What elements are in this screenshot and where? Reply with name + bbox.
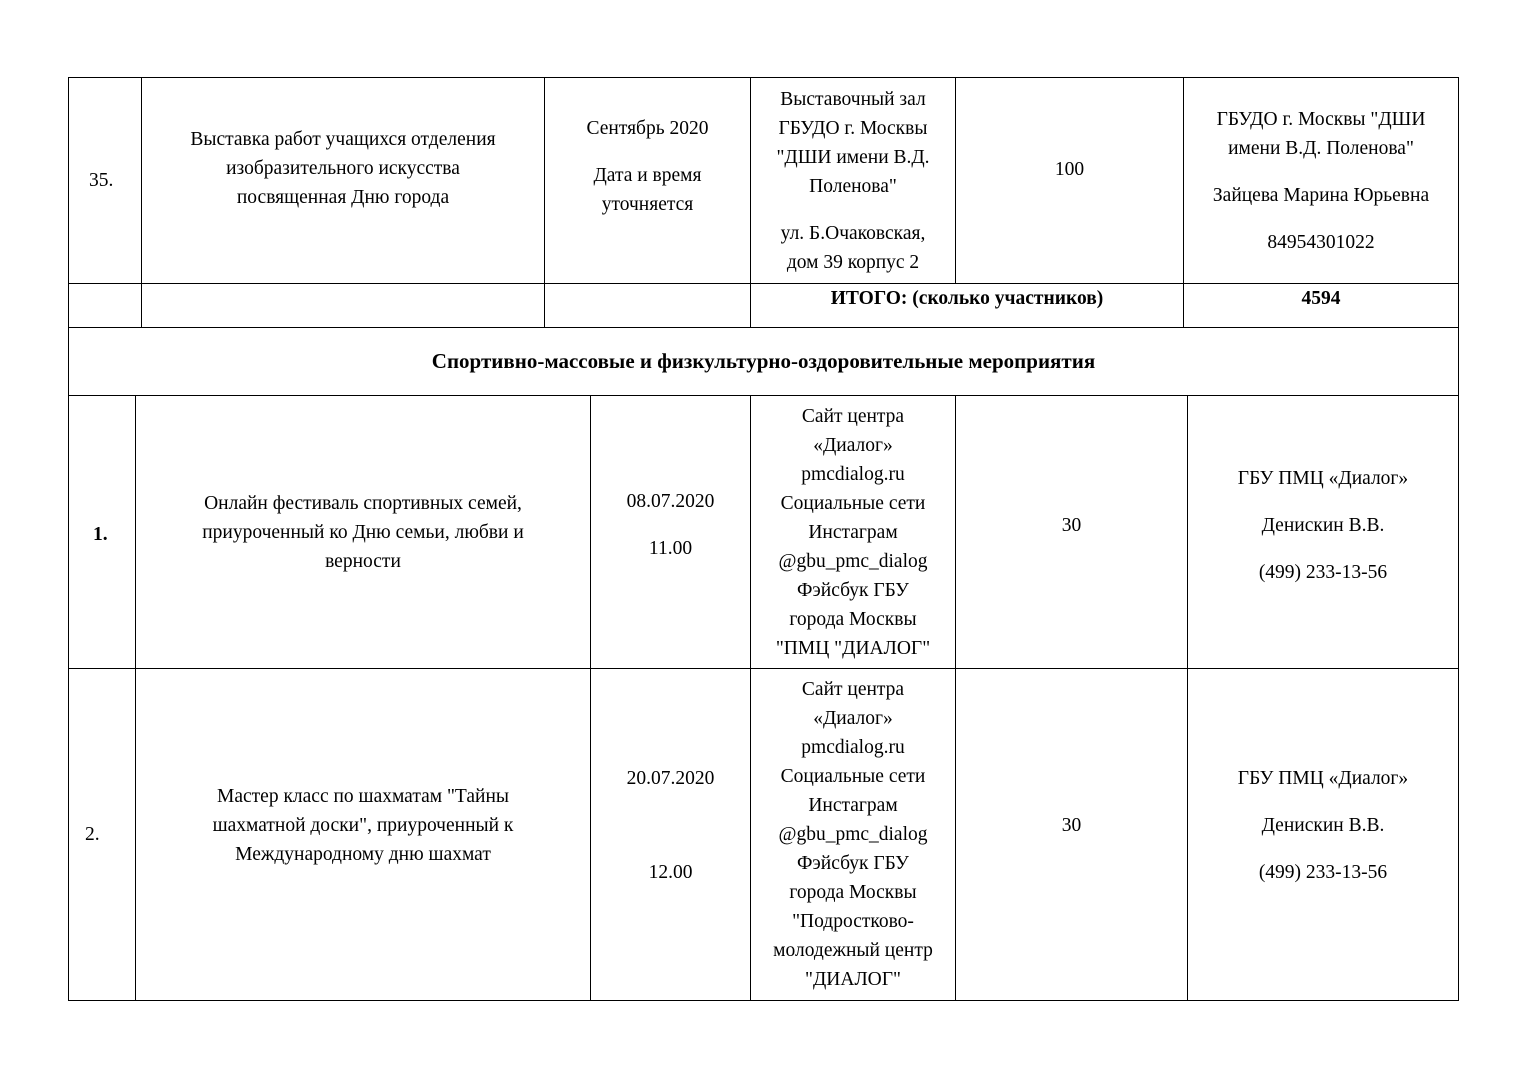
place-line: Выставочный зал xyxy=(780,88,926,110)
event-name-cell xyxy=(136,396,590,668)
total-label: ИТОГО: (сколько участников) xyxy=(830,287,1104,309)
place-line: ГБУДО г. Москвы xyxy=(778,117,928,139)
place-line: Фэйсбук ГБУ xyxy=(797,579,909,601)
event-date: 20.07.2020 xyxy=(626,768,715,789)
event-line: шахматной доски", приуроченный к xyxy=(212,815,514,836)
date-cell xyxy=(591,396,750,668)
place-line: «Диалог» xyxy=(813,708,893,729)
participants-cell xyxy=(956,396,1187,668)
organizer-cell xyxy=(1184,78,1458,283)
contact-phone: (499) 233-13-56 xyxy=(1258,561,1388,583)
event-line: верности xyxy=(325,550,401,572)
event-time: 11.00 xyxy=(648,538,693,559)
place-cell xyxy=(751,396,955,668)
event-line: приуроченный ко Дню семьи, любви и xyxy=(202,521,524,543)
place-line: "ДШИ имени В.Д. xyxy=(776,146,930,168)
date-cell xyxy=(545,78,750,283)
place-line: @gbu_pmc_dialog xyxy=(778,824,928,845)
date-cell xyxy=(591,669,750,1000)
place-line: "ПМЦ "ДИАЛОГ" xyxy=(775,637,931,659)
time-note-line: уточняется xyxy=(601,194,694,215)
participants-cell xyxy=(956,78,1183,283)
event-date: 08.07.2020 xyxy=(626,491,715,512)
event-name-cell xyxy=(142,78,544,283)
place-line: Социальные сети xyxy=(780,492,926,514)
place-line: молодежный центр xyxy=(773,940,933,961)
row-number: 1. xyxy=(93,523,108,545)
event-line: Международному дню шахмат xyxy=(235,844,491,865)
place-line: «Диалог» xyxy=(813,434,893,456)
contact-name: Зайцева Марина Юрьевна xyxy=(1212,184,1430,206)
contact-name: Денискин В.В. xyxy=(1261,514,1385,536)
place-line: Инстаграм xyxy=(808,795,898,816)
place-cell xyxy=(751,78,955,283)
table-border-right xyxy=(1458,77,1459,1001)
place-line: Сайт центра xyxy=(801,405,905,427)
table-border-bottom xyxy=(68,1000,1459,1001)
organizer-line: имени В.Д. Поленова" xyxy=(1228,137,1414,159)
contact-phone: (499) 233-13-56 xyxy=(1258,862,1388,883)
event-line: Мастер класс по шахматам "Тайны xyxy=(217,786,509,807)
row-number-cell xyxy=(69,396,135,668)
organizer-name: ГБУ ПМЦ «Диалог» xyxy=(1237,768,1409,789)
place-line: Фэйсбук ГБУ xyxy=(797,853,909,874)
organizer-name: ГБУ ПМЦ «Диалог» xyxy=(1237,467,1409,489)
organizer-cell xyxy=(1188,396,1458,668)
row-number: 35. xyxy=(89,170,114,191)
place-line: Инстаграм xyxy=(808,521,898,543)
time-note-line: Дата и время xyxy=(593,165,702,186)
participants-count: 30 xyxy=(1061,514,1082,536)
total-value-cell xyxy=(1184,284,1458,312)
place-line: Сайт центра xyxy=(801,679,905,700)
row-number-cell xyxy=(69,78,141,283)
place-line: Социальные сети xyxy=(780,766,926,787)
participants-count: 30 xyxy=(1061,815,1082,836)
place-line: pmcdialog.ru xyxy=(801,463,905,485)
organizer-line: ГБУДО г. Москвы "ДШИ xyxy=(1216,108,1426,130)
place-line: Поленова" xyxy=(809,175,897,197)
place-line: "ДИАЛОГ" xyxy=(805,969,901,990)
place-cell xyxy=(751,669,955,1000)
row-number-cell xyxy=(69,669,135,1000)
event-time: 12.00 xyxy=(648,862,693,883)
event-line: посвященная Дню города xyxy=(236,187,450,208)
place-line: pmcdialog.ru xyxy=(801,737,905,758)
total-value: 4594 xyxy=(1301,287,1341,309)
participants-count: 100 xyxy=(1054,159,1085,180)
event-line: Выставка работ учащихся отделения xyxy=(190,129,496,150)
place-line: @gbu_pmc_dialog xyxy=(778,550,928,572)
event-line: Онлайн фестиваль спортивных семей, xyxy=(204,492,522,514)
event-name-cell xyxy=(136,669,590,1000)
place-line: города Москвы xyxy=(789,882,917,903)
event-date: Сентябрь 2020 xyxy=(586,118,709,139)
place-line: города Москвы xyxy=(789,608,917,630)
event-line: изобразительного искусства xyxy=(226,158,460,179)
total-label-cell xyxy=(751,284,1183,312)
contact-phone: 84954301022 xyxy=(1267,231,1375,253)
address-line: ул. Б.Очаковская, xyxy=(780,222,926,244)
row-number: 2. xyxy=(85,824,100,845)
contact-name: Денискин В.В. xyxy=(1261,815,1385,836)
place-line: "Подростково- xyxy=(792,911,914,932)
section-title-cell xyxy=(69,328,1458,395)
section-title: Спортивно-массовые и физкультурно-оздоровительные мероприятия xyxy=(431,349,1096,373)
organizer-cell xyxy=(1188,669,1458,1000)
address-line: дом 39 корпус 2 xyxy=(786,251,920,273)
participants-cell xyxy=(956,669,1187,1000)
